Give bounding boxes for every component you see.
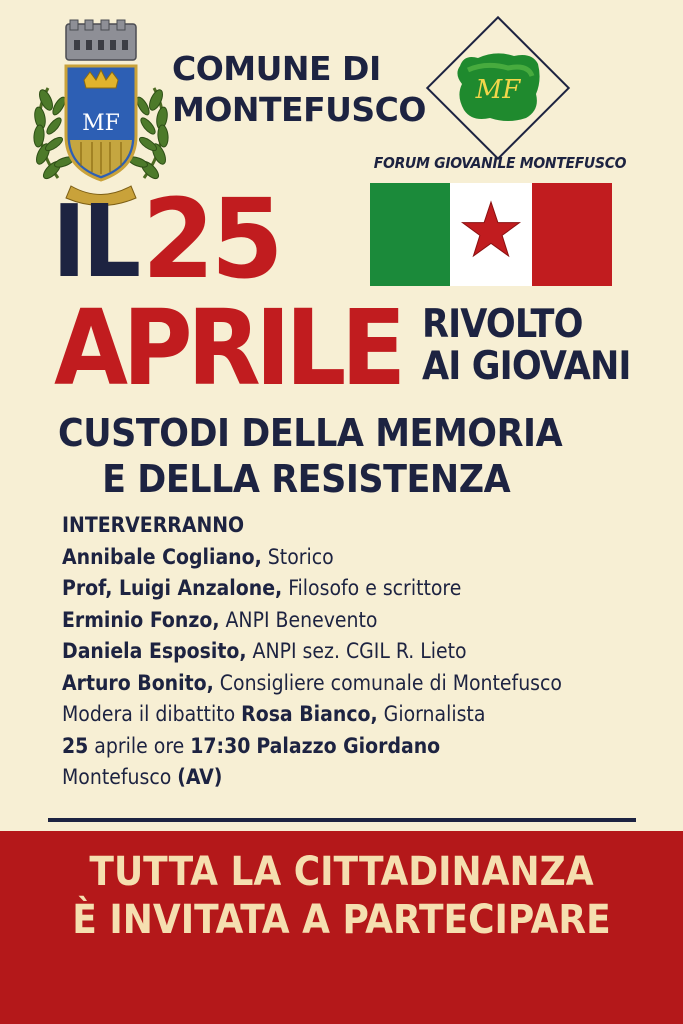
moderator-prefix: Modera il dibattito: [62, 702, 242, 726]
speaker-row: [62, 668, 682, 700]
moderator-name: Rosa Bianco,: [241, 702, 378, 726]
speaker-row: [62, 542, 682, 574]
speaker-name: Annibale Cogliano,: [62, 544, 262, 569]
moderator-role: Giornalista: [377, 702, 486, 726]
headline-il: IL: [52, 183, 138, 300]
speaker-role: Filosofo e scrittore: [282, 576, 462, 600]
moderator-row: [62, 699, 682, 731]
subtitle-line2: AI GIOVANI: [422, 344, 631, 389]
tagline-line2: E DELLA RESISTENZA: [102, 457, 511, 501]
event-day: 25: [62, 733, 89, 758]
coat-letters: MF: [82, 111, 120, 136]
footer-invitation: [0, 848, 683, 944]
event-time: 17:30: [190, 733, 251, 758]
event-province: (AV): [177, 765, 223, 789]
comune-line2: MONTEFUSCO: [172, 90, 426, 129]
event-venue: Palazzo Giordano: [256, 733, 441, 758]
tagline-line1: CUSTODI DELLA MEMORIA: [58, 411, 563, 455]
speaker-role: ANPI Benevento: [219, 607, 378, 632]
event-town: Montefusco: [62, 765, 178, 789]
comune-title: [172, 48, 426, 130]
forum-logo-icon: [424, 14, 572, 162]
event-location: [62, 762, 682, 794]
subtitle-line1: RIVOLTO: [422, 302, 583, 347]
headline-day: 25: [142, 175, 280, 303]
headline-subtitle: [422, 304, 631, 388]
speaker-row: [62, 636, 682, 668]
speaker-row: [62, 573, 682, 605]
speaker-name: Erminio Fonzo,: [62, 607, 220, 632]
italian-flag-with-star-icon: [370, 183, 612, 286]
speaker-role: Consigliere comunale di Montefusco: [213, 670, 562, 695]
headline-month: APRILE: [54, 287, 401, 409]
speaker-role: ANPI sez. CGIL R. Lieto: [246, 639, 467, 663]
tagline: [58, 410, 592, 502]
divider: [48, 818, 636, 822]
footer-line1: TUTTA LA CITTADINANZA: [89, 849, 594, 895]
speaker-role: Storico: [261, 544, 334, 569]
event-datetime-venue: [62, 731, 682, 763]
speaker-name: Arturo Bonito,: [62, 670, 214, 695]
speaker-row: [62, 605, 682, 637]
speaker-name: Prof, Luigi Anzalone,: [62, 576, 283, 600]
forum-name: FORUM GIOVANILE MONTEFUSCO: [373, 154, 627, 172]
footer-line2: È INVITATA A PARTECIPARE: [72, 897, 611, 943]
event-month-text: aprile ore: [88, 733, 191, 758]
comune-line1: COMUNE DI: [172, 49, 381, 88]
speaker-name: Daniela Esposito,: [62, 639, 247, 663]
speakers-heading: INTERVERRANNO: [62, 513, 245, 537]
forum-logo-letters: MF: [475, 75, 521, 105]
event-info: [62, 510, 682, 794]
